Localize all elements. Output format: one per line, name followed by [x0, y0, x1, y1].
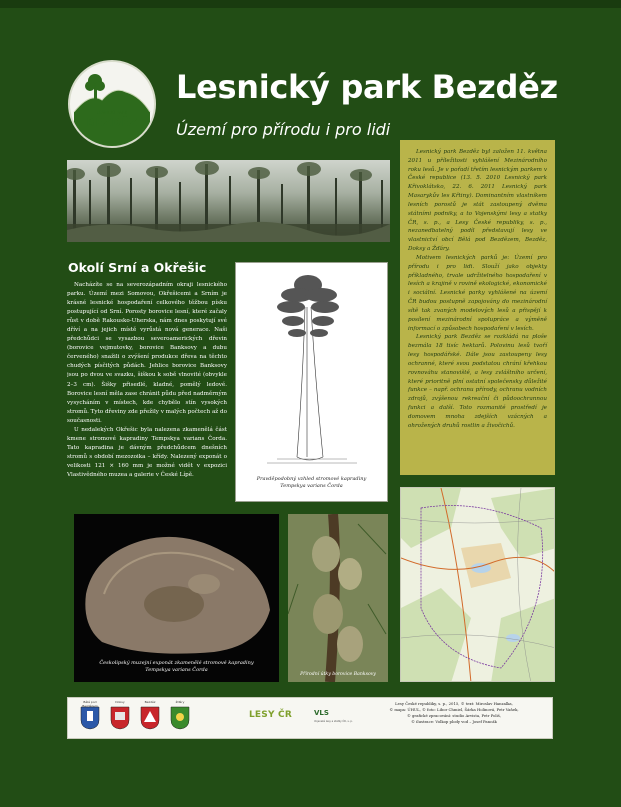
- fossil-caption: [74, 660, 279, 674]
- zdary-crest-icon: [170, 706, 190, 730]
- illustration-caption-line: Tempskya varians Čorda: [280, 482, 343, 489]
- footer-credits: [358, 701, 550, 725]
- tree-fern-illustration: [235, 262, 388, 502]
- illustration-caption-line: Pravděpodobný vzhled stromové kapradiny: [256, 476, 367, 482]
- footer-logos: [67, 697, 553, 739]
- crest-label: Bělá pod Bezdězem: [82, 700, 98, 708]
- credit-line: © grafické zpracování: studio Arvista, Petr Poliš,: [407, 712, 501, 718]
- fossil-photo: [74, 514, 279, 682]
- body-paragraph: Nacházíte se na severozápadním okraji lesnického parku. Území mezi Somovou, Okřešicemi a Srním je krásné lesnické hospodaření celkového těžbou písku postupující od Srní. Porosty borovice lesní, které začaly růst v době Rakousko-Uherska, nám dnes poskytují své dříví a na jejich místě vyrůstá nová generace. Naši předchůdci se vysazbou severoamerických dřevin (borovice vejmutovky, borovice Banksovy a dubu červeného) snažili o zvýšení produkce dřeva na těchto chudých písčitých půdách. Jehlice borovice Banksovy jsou po dvou ve svazku, šiškou k sobě vlnovité (obvykle 2–3 cm). Šišky přisedlé, kladné, pomělý ledové. Borovice lesní měla zase chránit půdu před nadměrným vysycháním v místech, kde chybělo stín vysokých stromů. Tyto dřeviny zde přežily v malých počtech až do současnosti.: [67, 282, 227, 424]
- credit-line: Lesy České republiky, s. p., 2015, © text: Miroslav Hanzalka,: [395, 701, 513, 706]
- bezdez-crest-icon: [140, 706, 160, 730]
- lesy-cr-logo: LESY ČR: [249, 710, 292, 720]
- intro-text-box: [400, 140, 555, 475]
- fossil-stone-icon: [74, 514, 279, 664]
- vls-logo: VLS: [314, 709, 329, 717]
- credit-line: © mapa: ÚHUL, © foto: Libor Chmiel, Šárka Holinová, Petr Vaňek,: [389, 706, 519, 712]
- intro-paragraph: Motivem lesnických parků je: Území pro přírodu i pro lidi. Slouží jako objekty příkladného, trvale udržitelného hospodaření v lesích a krajině v rovině ekologické, ekonomické i sociální. Lesnické parky vyhlášené na území ČR budou postupně zapojovány do mezinárodní sítě tak zvaných modelových lesů a přispějí k posílení mezinárodní spolupráce a výměně informací o způsobech hospodaření v lesích.: [408, 254, 547, 332]
- area-map: [400, 487, 555, 682]
- intro-paragraph: Lesnický park Bezděz byl založen 11. května 2011 u příležitosti vyhlášení Mezinárodního roku lesů. Je v pořadí třetím lesnickým parkem v České republice (13. 5. 2010 Lesnický park Křivoklátsko, 22. 6. 2011 Lesnický park Masarykův les Křtiny). Dominantním vlastníkem lesních porostů je stát zastoupený dvěma státními podniky, a to Vojenskými lesy a statky ČR, s. p., a Lesy České republiky, s. p., nezanedbatelný podíl představují lesy ve vlastnictví obcí Bělá pod Bezdězem, Bezděz, Doksy a Žďáry.: [408, 149, 547, 253]
- tree-caption: Přírodní útky borovice Banksovy: [300, 672, 376, 677]
- doksy-crest-icon: [110, 706, 130, 730]
- page-subtitle: Území pro přírodu i pro lidi: [176, 120, 391, 139]
- pine-branch-photo: [288, 514, 388, 682]
- illustration-caption: [236, 476, 387, 489]
- top-band: [0, 0, 621, 8]
- fossil-caption-line: Tempskya varians Čorda: [145, 666, 208, 673]
- logo-text: BEZDĚZ: [86, 116, 138, 129]
- map-graphic: [401, 488, 555, 682]
- forest-banner-photo: [67, 160, 390, 242]
- pine-cone-icon: [288, 514, 388, 682]
- section-heading: Okolí Srní a Okřešic: [68, 260, 207, 275]
- crest-label: Doksy: [115, 700, 125, 704]
- fossil-caption-line: Českolipský muzejní exponát zkamenělé stromové kapradiny: [99, 660, 254, 666]
- park-logo: [68, 60, 156, 148]
- crest-label: Bezděz: [144, 700, 156, 704]
- body-paragraph: U nedalekých Okřešic byla nalezena zkamenělá část kmene stromové kapradiny Tempskya varians Čorda. Tato kapradina je dávným předchůdcem dnešních stromů s období mezozoika – křídy. Nalezený exponát o velikosti 121 × 160 mm je možné vidět v expozici Vlastivědného muzea a galerie v České Lípě.: [67, 426, 227, 478]
- section-body: [67, 281, 227, 511]
- bela-crest-icon: [80, 706, 100, 730]
- tree-fern-icon: [237, 267, 388, 467]
- crest-label: Žďáry: [175, 700, 185, 704]
- logo-caption: LESNICKÝ PARK: [96, 110, 128, 115]
- page-title: Lesnický park Bezděz: [176, 68, 558, 106]
- credit-line: © ilustrace: Volkop plody vod – Josef Pancák: [411, 718, 497, 724]
- forest-silhouette-icon: [67, 160, 390, 242]
- intro-paragraph: Lesnický park Bezděz se rozkládá na ploše bezmála 18 tisíc hektarů. Polovinu lesů tvoří lesy hospodářské. Dále jsou zastoupeny lesy ochranné, které svou podstatou chrání křehkou rovnováhu stanoviště, a lesy zvláštního určení, které prioritně plní ostatní společensky důležité funkce – např. ochranu přírody, ochranu vodních zdrojů, zvýšenou rekreační či půdoochrannou funkci a další. Toto rozmanité prostředí je domovem mnoha zdejších vzácných a ohrožených druhů rostlin a živočichů.: [408, 334, 547, 429]
- vls-subtitle: Vojenské lesy a statky ČR, s. p.: [314, 720, 353, 723]
- logo-emblem-icon: [70, 62, 154, 146]
